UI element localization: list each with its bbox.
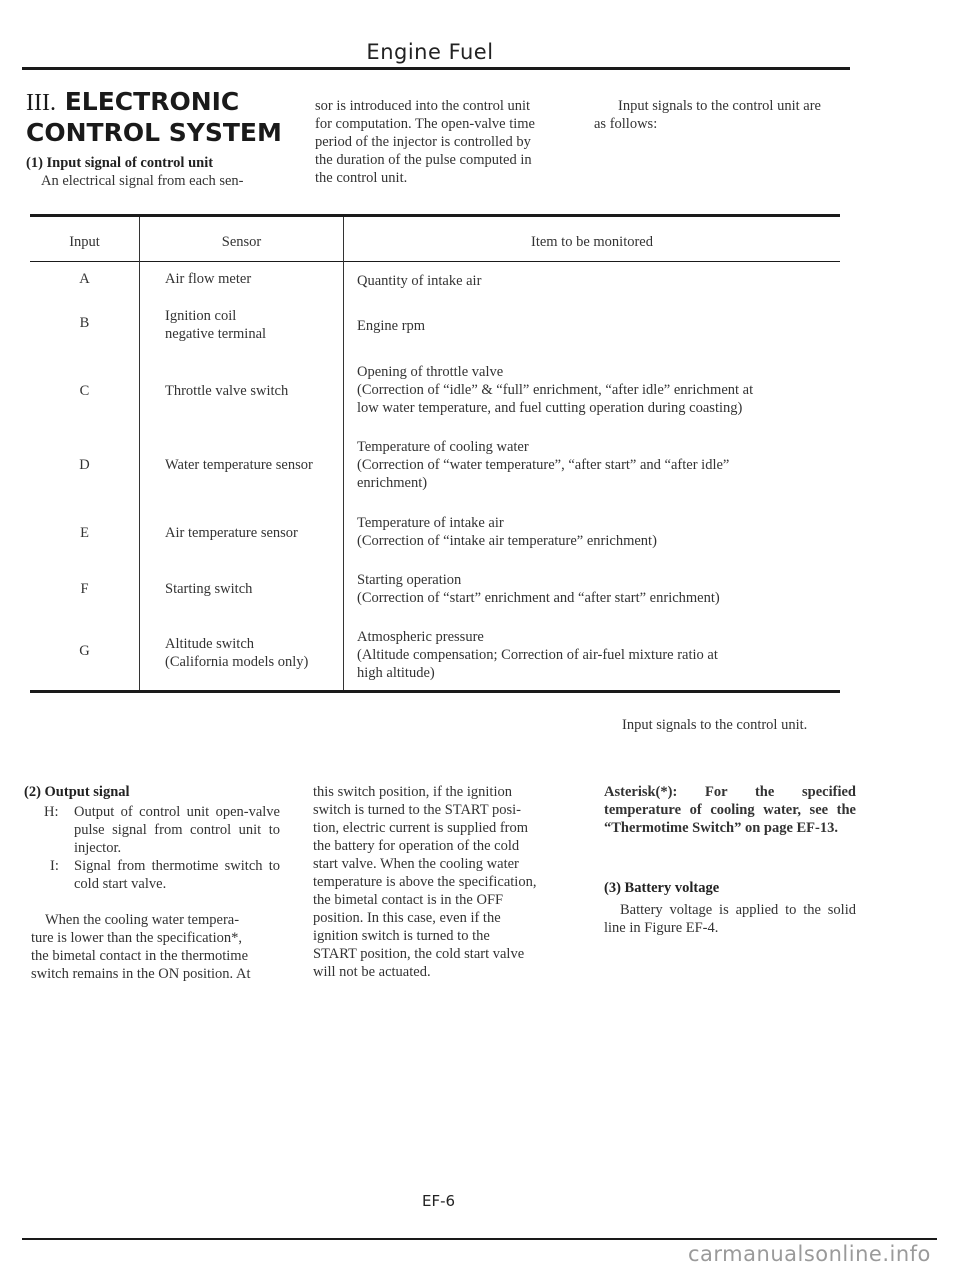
table-divider [139,217,140,690]
sub2-para-line: the bimetal contact in the thermotime [31,948,249,964]
item-line: (Correction of “intake air temperature” enrichment) [357,533,657,549]
section-title-line1: ELECTRONIC [64,87,240,116]
sub2-col2-line: ignition switch is turned to the [313,928,490,944]
item-line: Quantity of intake air [357,273,482,289]
item-line: (Correction of “water temperature”, “after start” and “after idle” [357,457,730,473]
sub2-heading: (2) Output signal [24,784,130,800]
output-item-text: Output of control unit open-valve pulse signal from control unit to injector. [74,804,280,856]
sub2-col2-line: position. In this case, even if the [313,910,501,926]
sensor-line: negative terminal [165,326,267,342]
table-cell-input: B [79,315,90,331]
sub3-heading: (3) Battery voltage [604,880,720,896]
table-top-rule [30,214,840,217]
sub2-col2-line: START position, the cold start valve [313,946,525,962]
sub2-col2-line: this switch position, if the ignition [313,784,512,800]
table-header-input: Input [69,234,100,250]
table-cell-sensor [165,382,343,400]
item-line: (Correction of “start” enrichment and “after start” enrichment) [357,590,720,606]
sensor-line: Starting switch [165,581,253,597]
output-item-label: I: [50,858,59,874]
table-cell-input: G [79,643,90,659]
section-number: III. [26,90,56,116]
item-line: Temperature of cooling water [357,439,529,455]
item-line: enrichment) [357,475,428,491]
table-cell-sensor [165,524,343,542]
sub1-col3-line: as follows: [594,116,658,132]
item-line: low water temperature, and fuel cutting operation during coasting) [357,400,743,416]
sub1-heading: (1) Input signal of control unit [26,155,214,171]
item-line: Opening of throttle valve [357,364,504,380]
sub2-col2-line: tion, electric current is supplied from [313,820,529,836]
output-item-label: H: [44,804,59,820]
sub2-col2-line: switch is turned to the START posi- [313,802,521,818]
table-bottom-rule [30,690,840,693]
table-cell-item [357,438,840,492]
item-line: (Correction of “idle” & “full” enrichment, “after idle” enrichment at [357,382,754,398]
page-number: EF-6 [422,1192,456,1210]
sub1-col3-text [594,97,854,133]
item-line: Temperature of intake air [357,515,504,531]
table-cell-input: E [80,525,89,541]
table-cell-input: C [79,383,90,399]
sub2-para-line: switch remains in the ON position. At [31,966,251,982]
item-line: Starting operation [357,572,462,588]
sensor-line: Air flow meter [165,271,252,287]
table-cell-item [357,628,840,682]
sub1-col3-line: Input signals to the control unit are [618,98,821,114]
sub1-col2-line: for computation. The open-valve time [315,116,535,132]
sub2-para-line: When the cooling water tempera- [45,912,240,928]
sub2-col2-text [313,783,573,981]
table-cell-item [357,363,840,417]
sensor-line: Air temperature sensor [165,525,298,541]
table-cell-input: F [80,581,89,597]
sensor-line: Throttle valve switch [165,383,289,399]
sub2-col2-line: the battery for operation of the cold [313,838,520,854]
sub1-col2-line: sor is introduced into the control unit [315,98,531,114]
section-title-line2: CONTROL SYSTEM [26,118,282,147]
sub2-col2-line: will not be actuated. [313,964,431,980]
sub2-paragraph [31,911,291,983]
sub2-col2-line: start valve. When the cooling water [313,856,519,872]
table-cell-item [357,514,840,550]
table-cell-sensor [165,456,343,474]
table-header-rule [30,261,840,262]
table-cell-item [357,317,840,335]
sensor-line: (California models only) [165,654,309,670]
table-cell-input: A [79,271,90,287]
sub1-col2-line: the control unit. [315,170,408,186]
table-cell-sensor [165,635,343,671]
table-header-sensor: Sensor [221,234,262,250]
sub1-col2-line: the duration of the pulse computed in [315,152,532,168]
table-cell-input: D [79,457,90,473]
asterisk-note: Asterisk(*): For the specified temperature of cooling water, see the “Thermotime Switch” on page EF-13. [604,784,856,836]
item-line: (Altitude compensation; Correction of air-fuel mixture ratio at [357,647,718,663]
sub2-col2-line: temperature is above the specification, [313,874,537,890]
sub2-col2-line: the bimetal contact is in the OFF [313,892,504,908]
table-cell-item [357,571,840,607]
sensor-line: Ignition coil [165,308,237,324]
table-cell-item [357,272,840,290]
section-title [26,87,282,148]
table-cell-sensor [165,270,343,288]
item-line: Atmospheric pressure [357,629,484,645]
output-item-h [44,803,280,857]
output-item-text: Signal from thermotime switch to cold start valve. [74,858,280,892]
table-cell-sensor [165,307,343,343]
sensor-line: Water temperature sensor [165,457,313,473]
sub2-para-line: ture is lower than the specification*, [31,930,242,946]
table-caption: Input signals to the control unit. [622,717,808,733]
table-divider [343,217,344,690]
item-line: Engine rpm [357,318,426,334]
page-header-title: Engine Fuel [366,40,494,64]
watermark-text: carmanualsonline.info [688,1242,931,1266]
sub2-items [44,803,280,893]
sub3-text: Battery voltage is applied to the solid line in Figure EF-4. [604,902,856,936]
header-rule [22,67,850,70]
table-cell-sensor [165,580,343,598]
output-item-i [44,857,280,893]
footer-rule [22,1238,937,1240]
item-line: high altitude) [357,665,435,681]
sub1-col1-text: An electrical signal from each sen- [41,173,244,189]
table-header-item: Item to be monitored [530,234,653,250]
sub1-col2-line: period of the injector is controlled by [315,134,531,150]
sub1-col2-text [315,97,575,187]
sensor-line: Altitude switch [165,636,255,652]
